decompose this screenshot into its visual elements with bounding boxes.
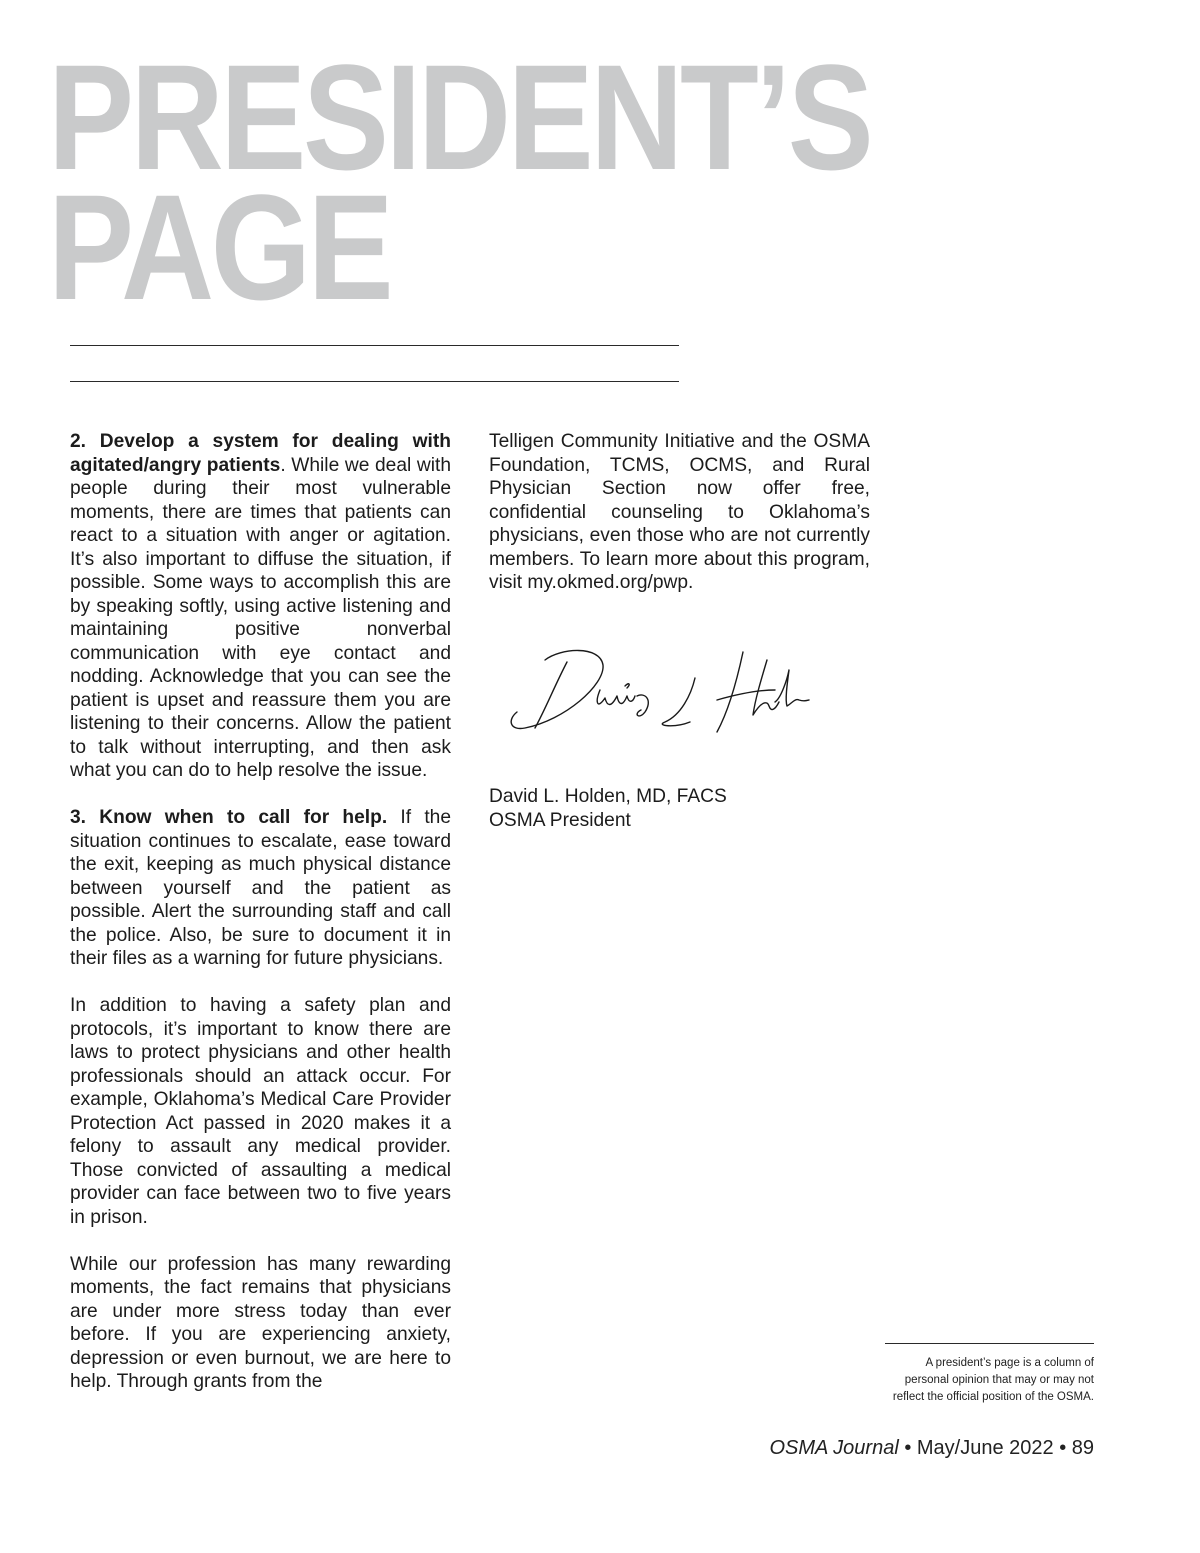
paragraph-lead: 2. Develop a system for dealing with agitated/angry patients (70, 431, 451, 476)
paragraph-call-for-help (70, 806, 451, 971)
paragraph-counseling: Telligen Community Initiative and the OSMA Foundation, TCMS, OCMS, and Rural Physician Section now offer free, confidential counseling to Oklahoma’s physicians, even those who are not currently members. To learn more about this program, visit my.okmed.org/pwp. (489, 431, 870, 593)
paragraph-lead: 3. Know when to call for help. (70, 807, 388, 828)
left-column (70, 430, 451, 1417)
signature-block (489, 785, 727, 832)
divider-rule-bottom (70, 381, 679, 382)
paragraph-laws: In addition to having a safety plan and protocols, it’s important to know there are laws to protect physicians and other health professionals should an attack occur. For example, Oklahoma’s Medical Care Provider Protection Act passed in 2020 makes it a felony to assault any medical provider. Those convicted of assaulting a medical provider can face between two to five years in prison. (70, 995, 451, 1228)
right-column (489, 430, 870, 618)
president-role: OSMA President (489, 809, 631, 831)
page-footer (769, 1437, 1094, 1460)
signature-image (505, 640, 810, 740)
journal-name: OSMA Journal (769, 1437, 899, 1459)
disclaimer-rule (885, 1343, 1094, 1344)
paragraph-develop-system (70, 430, 451, 783)
page-title-line-2: PAGE (48, 163, 391, 331)
paragraph-body: . While we deal with people during their most vulnerable moments, there are times that patients can react to a situation with anger or agitation. It’s also important to diffuse the situation, if possible. Some ways to accomplish this are by speaking softly, using active listening and maintaining positive nonverbal communication with eye contact and nodding. Acknowledge that you can see the patient is upset and reassure them you are listening to their concerns. Allow the patient to talk without interrupting, and then ask what you can do to help resolve the issue. (70, 454, 451, 781)
issue-page-number: • May/June 2022 • 89 (898, 1437, 1094, 1459)
page-title (48, 33, 871, 331)
paragraph-help: While our profession has many rewarding moments, the fact remains that physicians are under more stress today than ever before. If you are experiencing anxiety, depression or even burnout, we are here to help. Through grants from the (70, 1253, 451, 1392)
paragraph-body: If the situation continues to escalate, ease toward the exit, keeping as much physical distance between yourself and the patient as possible. Alert the surrounding staff and call the police. Also, be sure to document it in their files as a warning for future physicians. (70, 807, 452, 969)
divider-rule-top (70, 345, 679, 346)
president-name: David L. Holden, MD, FACS (489, 786, 727, 807)
page-title-line-1: PRESIDENT’S (48, 33, 871, 201)
disclaimer-note: A president’s page is a column of personal opinion that may or may not reflect the official position of the OSMA. (892, 1357, 1094, 1403)
